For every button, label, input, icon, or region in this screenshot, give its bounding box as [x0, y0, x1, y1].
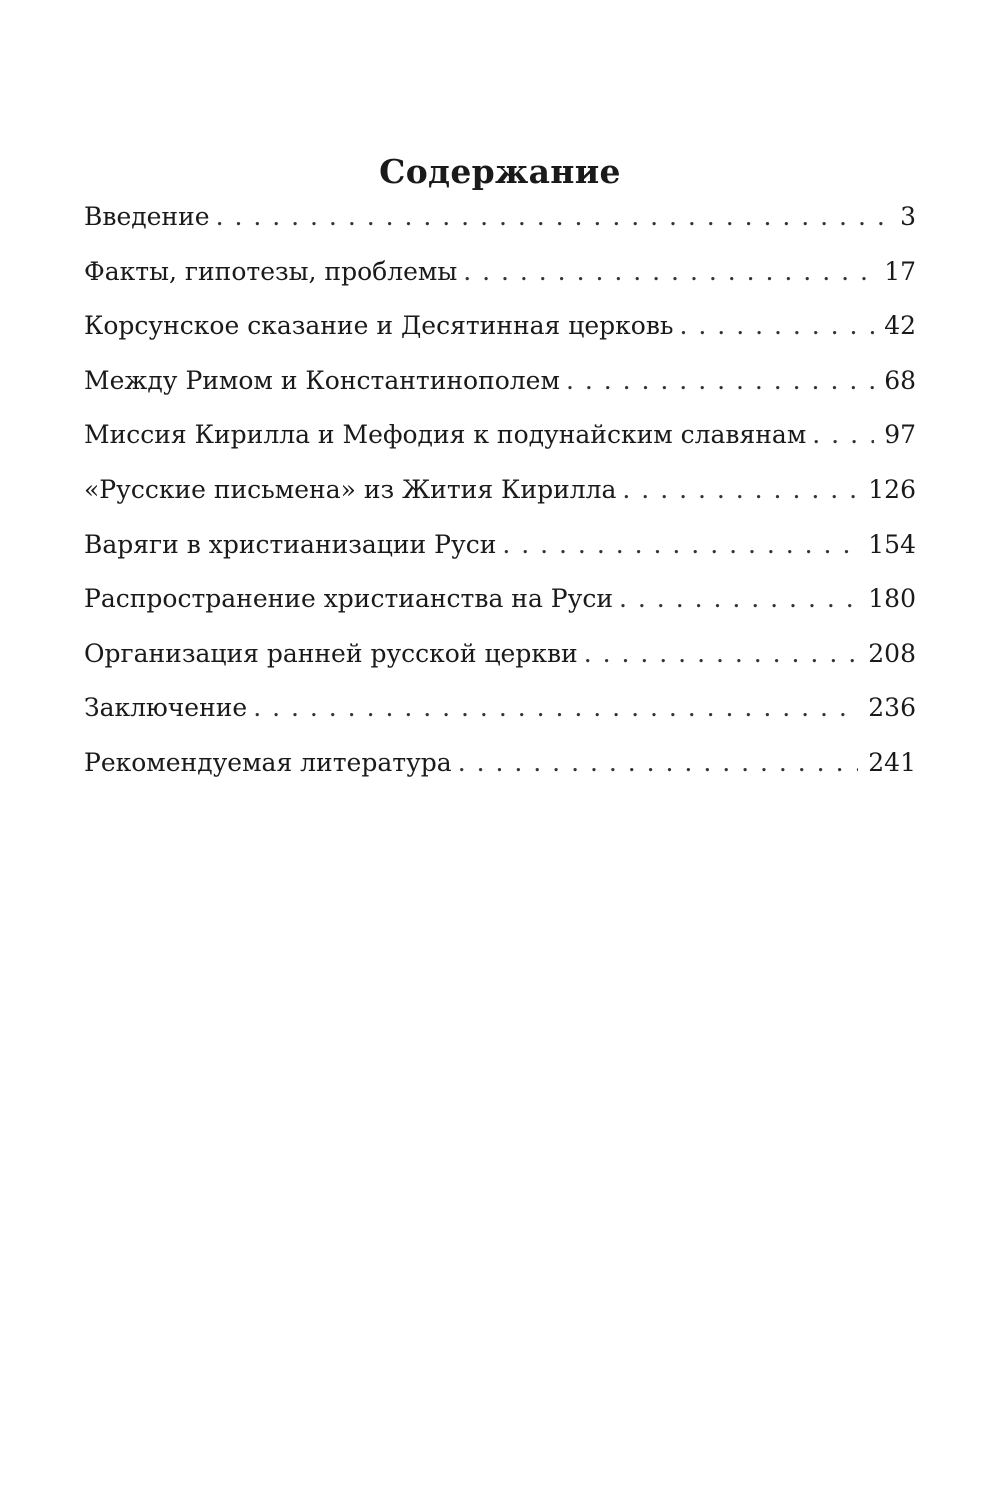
dot-leader — [812, 408, 874, 463]
page-title: Содержание — [379, 152, 621, 192]
dot-leader — [458, 736, 859, 791]
dot-leader — [680, 299, 875, 354]
toc-entry-title: Рекомендуемая литература — [84, 747, 452, 777]
toc-entry-title: Корсунское сказание и Десятинная церковь — [84, 311, 674, 341]
dot-leader — [216, 190, 891, 245]
toc-page-number: 97 — [884, 420, 916, 450]
dot-leader — [584, 627, 859, 682]
toc-page-number: 180 — [868, 584, 916, 614]
toc-entry-title: Введение — [84, 202, 210, 231]
toc-entry — [84, 245, 916, 300]
toc-page-number: 42 — [884, 311, 916, 341]
toc-entry-title: Распространение христианства на Руси — [84, 584, 614, 614]
toc-page-number: 17 — [884, 256, 916, 286]
toc-entry — [84, 408, 916, 463]
toc-page-number: 126 — [868, 474, 916, 504]
dot-leader — [502, 518, 858, 573]
toc-entry — [84, 627, 916, 682]
toc-entry — [84, 463, 916, 518]
toc-page-number: 154 — [868, 529, 916, 559]
toc-page-number: 68 — [884, 365, 916, 395]
dot-leader — [619, 572, 858, 627]
toc-entry — [84, 518, 916, 573]
toc-page-number: 208 — [868, 638, 916, 668]
dot-leader — [566, 354, 874, 409]
dot-leader — [463, 245, 874, 300]
toc-entry — [84, 354, 916, 409]
toc-entry-title: «Русские письмена» из Жития Кирилла — [84, 474, 617, 504]
toc-entry-title: Варяги в христианизации Руси — [84, 529, 497, 559]
toc-entry — [84, 572, 916, 627]
toc-entry-title: Организация ранней русской церкви — [84, 638, 578, 668]
toc-entry-title: Миссия Кирилла и Мефодия к подунайским славянам — [84, 420, 807, 450]
toc-page-number: 236 — [868, 693, 916, 723]
toc-entry-title: Факты, гипотезы, проблемы — [84, 256, 458, 286]
toc-page-number: 241 — [868, 747, 916, 777]
table-of-contents — [84, 190, 916, 791]
dot-leader — [253, 681, 858, 736]
toc-entry-title: Между Римом и Константинополем — [84, 365, 560, 395]
toc-entry — [84, 299, 916, 354]
toc-page-number: 3 — [900, 202, 916, 231]
toc-entry-title: Заключение — [84, 693, 248, 723]
dot-leader — [622, 463, 858, 518]
toc-entry — [84, 736, 916, 791]
toc-entry — [84, 190, 916, 245]
toc-entry — [84, 681, 916, 736]
